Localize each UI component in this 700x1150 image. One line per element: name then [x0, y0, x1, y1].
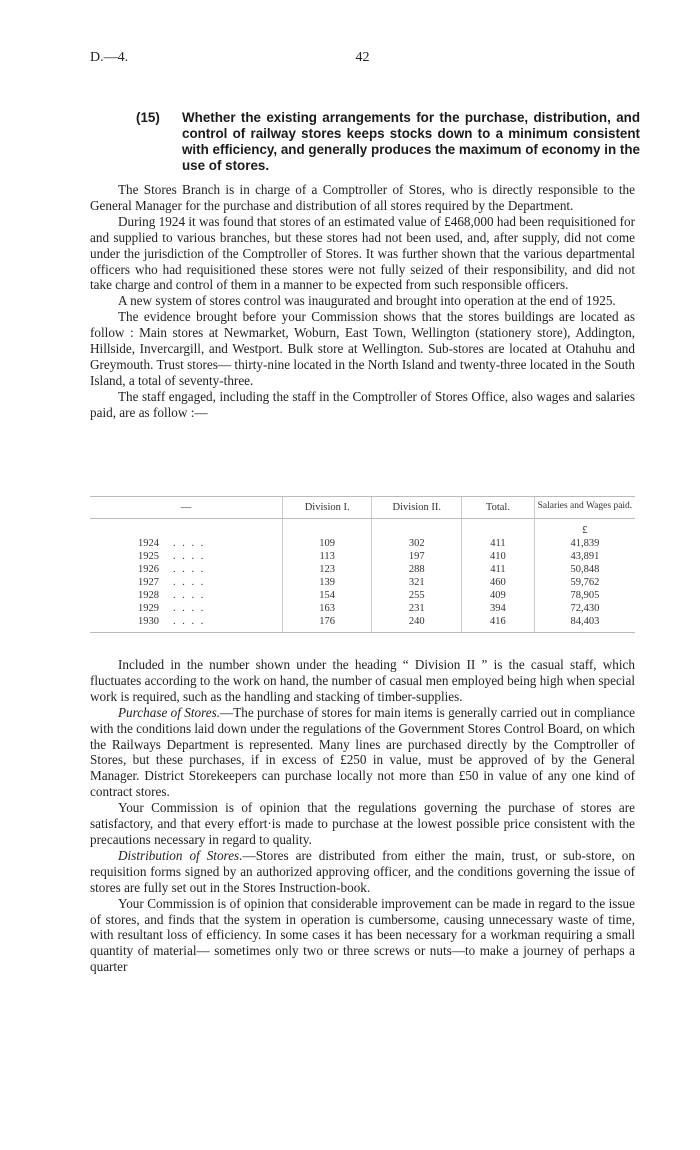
division-1-cell: 139: [282, 576, 372, 589]
division-2-cell: 231: [372, 602, 462, 615]
leader-dots: . . . .: [173, 538, 206, 549]
page-header: [90, 50, 635, 72]
paragraph-text: Included in the number shown under the heading “ Division II ” is the casual staff, which fluctuates according to the work on hand, the number of casual men employed being high when special work is required, such as the handling and stacking of timber-supplies.: [90, 657, 635, 704]
table-row: [90, 615, 635, 633]
table-row: [90, 589, 635, 602]
intro-text: [90, 182, 635, 421]
paragraph: The Stores Branch is in charge of a Comptroller of Stores, who is directly responsible to the General Manager for the purchase and distribution of all stores required by the Department.: [90, 182, 635, 213]
paragraph-text: —The purchase of stores for main items is generally carried out in compliance with the conditions laid down under the regulations of the Government Stores Control Board, on which the Railways Department is represented. Many lines are purchased directly by the Comptroller of Stores, but these purchases, if in excess of £250 in value, must be approved of by the General Manager. District Storekeepers can purchase locally not more than £50 in value of any one kind of contract stores.: [90, 704, 636, 800]
division-2-cell: 288: [372, 563, 462, 576]
page-number: 42: [355, 50, 370, 65]
leader-dots: . . . .: [173, 603, 206, 614]
empty-cell: [90, 519, 282, 538]
table-row: [90, 563, 635, 576]
header-year: —: [90, 497, 282, 519]
paragraph: A new system of stores control was inaugurated and brought into operation at the end of 1925.: [118, 293, 616, 309]
paragraph: [90, 657, 635, 705]
total-cell: 409: [462, 589, 535, 602]
paragraph: [90, 800, 635, 848]
division-1-cell: 154: [282, 589, 372, 602]
paragraph: [90, 705, 635, 800]
header-salaries: Salaries and Wages paid.: [534, 497, 635, 519]
salaries-cell: 59,762: [534, 576, 635, 589]
header-division-1: Division I.: [282, 497, 372, 519]
paragraph: [90, 848, 635, 896]
empty-cell: [372, 519, 462, 538]
total-cell: 416: [462, 615, 535, 633]
salaries-cell: 72,430: [534, 602, 635, 615]
year-cell: 1926: [138, 564, 159, 575]
header-total: Total.: [462, 497, 535, 519]
currency-symbol: £: [534, 519, 635, 538]
total-cell: 410: [462, 550, 535, 563]
document-reference: D.—4.: [90, 50, 129, 65]
table-header-row: [90, 497, 635, 519]
division-2-cell: 302: [372, 537, 462, 550]
salaries-cell: 41,839: [534, 537, 635, 550]
leader-dots: . . . .: [173, 577, 206, 588]
salaries-cell: 84,403: [534, 615, 635, 633]
paragraph-text: Your Commission is of opinion that the regulations governing the purchase of stores are satisfactory, and that every effort·is made to purchase at the lowest possible price consistent with the precautions necessary in regard to quality.: [90, 800, 635, 847]
paragraph-lead: Purchase of Stores.: [118, 704, 221, 720]
table-row: [90, 602, 635, 615]
year-cell: 1930: [138, 616, 159, 627]
section-heading: [136, 110, 640, 174]
table-row: [90, 576, 635, 589]
paragraph: The evidence brought before your Commission shows that the stores buildings are located as follow : Main stores at Newmarket, Woburn, East Town, Wellington (stationery store), Addington, Hillside, Invercargill, and Westport. Bulk store at Wellington. Sub-stores are located at Otahuhu and Greymouth. Trust stores— thirty-nine located in the North Island and twenty-three located in the South Island, a total of seventy-three.: [90, 309, 635, 388]
empty-cell: [462, 519, 535, 538]
paragraph-text: —Stores are distributed from either the main, trust, or sub-store, on requisition forms signed by an authorized approving officer, and the conditions governing the issue of stores are fully set out in the Stores Instruction-book.: [90, 847, 635, 895]
salaries-cell: 78,905: [534, 589, 635, 602]
division-1-cell: 109: [282, 537, 372, 550]
staff-table: [90, 496, 635, 633]
currency-row: [90, 519, 635, 538]
leader-dots: . . . .: [173, 616, 206, 627]
table-row: [90, 537, 635, 550]
salaries-cell: 43,891: [534, 550, 635, 563]
leader-dots: . . . .: [173, 551, 206, 562]
body-text: [90, 657, 635, 975]
year-cell: 1929: [138, 603, 159, 614]
paragraph: During 1924 it was found that stores of an estimated value of £468,000 had been requisitioned for and supplied to various branches, but these stores had not been used, and, after supply, did not come under the jurisdiction of the Comptroller of Stores. It was further shown that the various departmental officers who had requisitioned these stores were not fully seized of their responsibility, and did not take charge and control of them in a manner to be expected from such responsible officers.: [90, 213, 635, 293]
year-cell: 1925: [138, 551, 159, 562]
division-1-cell: 163: [282, 602, 372, 615]
division-2-cell: 255: [372, 589, 462, 602]
leader-dots: . . . .: [173, 590, 206, 601]
section-number: (15): [136, 110, 160, 125]
division-1-cell: 113: [282, 550, 372, 563]
division-2-cell: 240: [372, 615, 462, 633]
division-1-cell: 123: [282, 563, 372, 576]
salaries-cell: 50,848: [534, 563, 635, 576]
paragraph: The staff engaged, including the staff in the Comptroller of Stores Office, also wages and salaries paid, are as follow :—: [90, 388, 635, 420]
leader-dots: . . . .: [173, 564, 206, 575]
division-2-cell: 321: [372, 576, 462, 589]
total-cell: 411: [462, 563, 535, 576]
year-cell: 1928: [138, 590, 159, 601]
section-title: Whether the existing arrangements for the purchase, distribution, and control of railway stores keeps stocks down to a minimum consistent with efficiency, and generally produces the maximum of economy in the use of stores.: [182, 110, 640, 173]
year-cell: 1924: [138, 538, 159, 549]
paragraph: [90, 896, 635, 976]
header-division-2: Division II.: [372, 497, 462, 519]
total-cell: 411: [462, 537, 535, 550]
total-cell: 394: [462, 602, 535, 615]
total-cell: 460: [462, 576, 535, 589]
paragraph-text: Your Commission is of opinion that considerable improvement can be made in regard to the issue of stores, and finds that the system in operation is cumbersome, causing unnecessary waste of time, with resultant loss of efficiency. In some cases it has been necessary for a workman requiring a small quantity of material— sometimes only two or three screws or nuts—to make a journey of perhaps a quarter: [90, 895, 635, 975]
division-1-cell: 176: [282, 615, 372, 633]
table-row: [90, 550, 635, 563]
empty-cell: [282, 519, 372, 538]
year-cell: 1927: [138, 577, 159, 588]
division-2-cell: 197: [372, 550, 462, 563]
paragraph-lead: Distribution of Stores.: [118, 847, 243, 863]
